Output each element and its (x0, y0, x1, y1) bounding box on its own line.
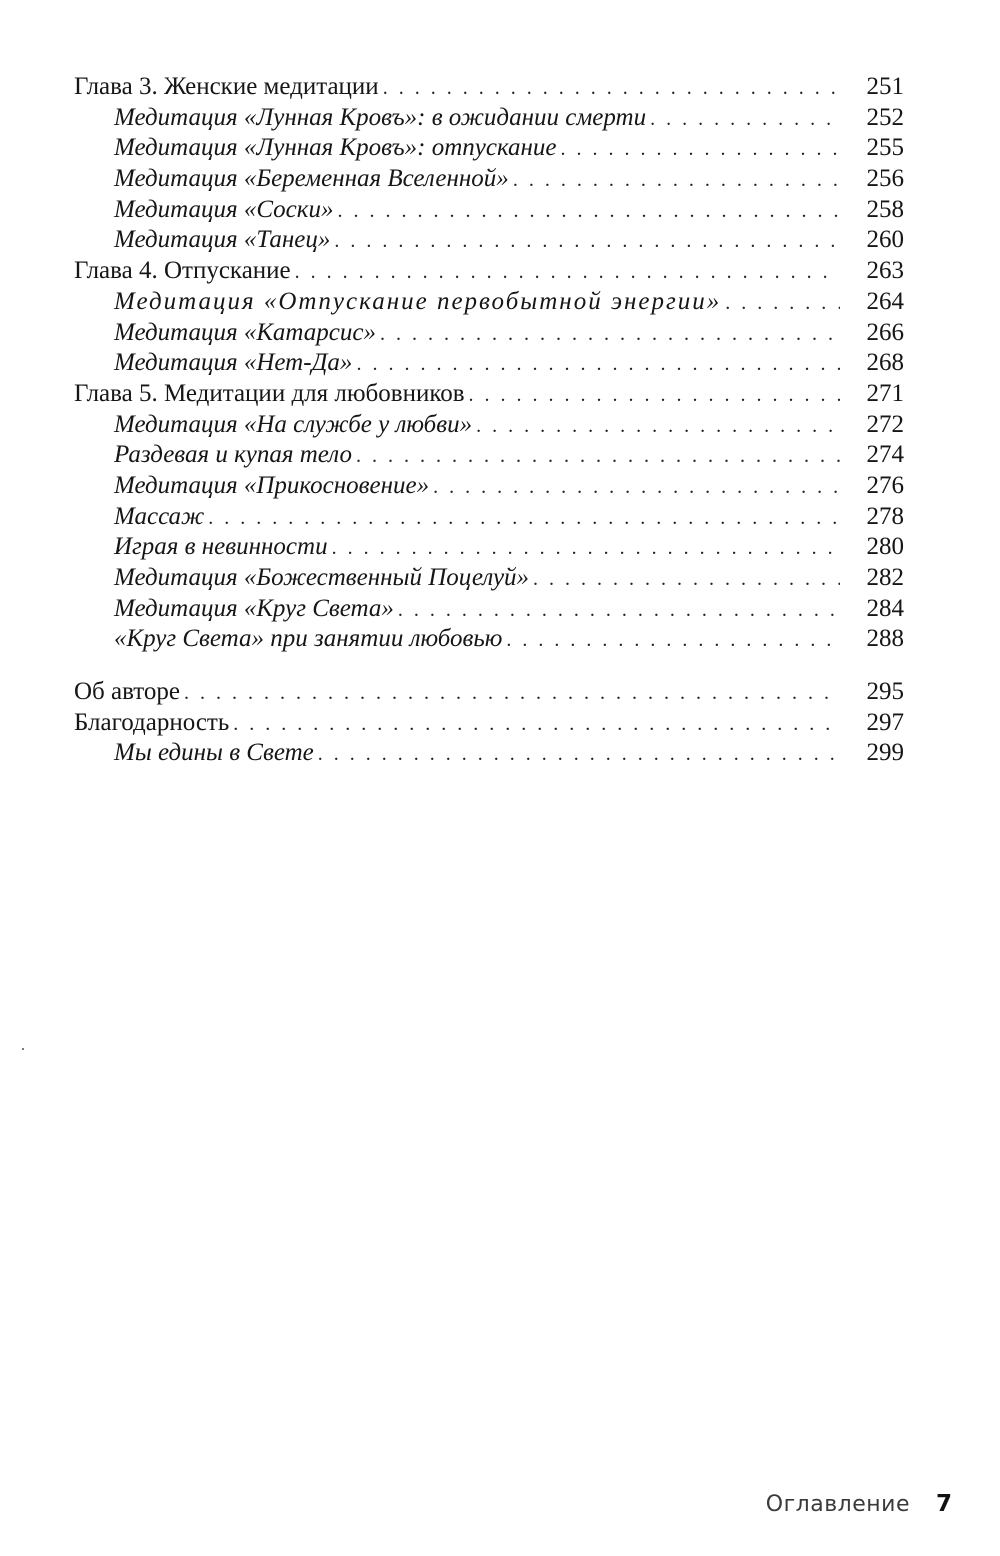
toc-entry-page: 299 (866, 739, 904, 767)
dot-leader (356, 441, 840, 471)
dot-leader (380, 319, 840, 349)
toc-entry-title: Массаж (114, 502, 205, 530)
page-number: 7 (935, 1491, 952, 1517)
toc-entry-title: Раздевая и купая тело (114, 441, 352, 469)
dot-leader (233, 709, 840, 739)
toc-entry (74, 287, 904, 318)
toc-entry (74, 195, 904, 226)
toc-entry-page: 297 (866, 708, 904, 736)
toc-entry-title: Медитация «Беременная Вселенной» (114, 165, 509, 193)
dot-leader (332, 533, 840, 563)
toc-entry-title: Благодарность (74, 708, 230, 736)
toc-entry-page: 251 (866, 73, 904, 100)
toc-entry-page: 255 (866, 134, 904, 162)
toc-entry-page: 260 (866, 226, 904, 254)
dot-leader (506, 625, 840, 655)
dot-leader (356, 349, 840, 379)
toc-entry-title: Медитация «Божественный Поцелуй» (114, 564, 530, 591)
toc-entry-title: Медитация «На службе у любви» (114, 410, 473, 438)
toc-entry-title: Медитация «Лунная Кровъ»: в ожидании смерти (114, 103, 647, 131)
toc-entry-page: 280 (866, 533, 904, 561)
toc-entry-page: 278 (866, 502, 904, 530)
dot-leader (318, 739, 840, 769)
toc-entry-title: Медитация «Соски» (114, 195, 334, 223)
toc-entry-page: 282 (866, 564, 904, 591)
page-footer (766, 1491, 952, 1517)
toc-entry-page: 264 (866, 287, 904, 315)
toc-entry (74, 677, 904, 708)
toc-entry (74, 708, 904, 739)
toc-entry (74, 164, 904, 195)
toc-entry (74, 133, 904, 164)
dot-leader (476, 411, 840, 441)
toc-entry-page: 263 (866, 257, 904, 285)
dot-leader (433, 472, 840, 502)
dot-leader (295, 257, 840, 287)
toc-entry-title: Глава 4. Отпускание (74, 257, 291, 285)
toc-entry-page: 271 (866, 379, 904, 407)
toc-entry (74, 471, 904, 502)
toc-entry-title: Мы едины в Свете (114, 739, 314, 767)
toc-entry (74, 348, 904, 379)
dot-leader (561, 134, 840, 164)
toc-entry-page: 284 (866, 594, 904, 622)
toc-entry (74, 72, 904, 103)
toc-entry (74, 225, 904, 256)
toc-entry (74, 410, 904, 441)
toc-entry (74, 502, 904, 533)
dot-leader (334, 226, 840, 256)
dot-leader (650, 104, 840, 134)
toc-entry-title: Играя в невинности (114, 533, 328, 561)
toc-entry (74, 738, 904, 769)
toc-entry (74, 256, 904, 287)
dot-leader (533, 564, 840, 594)
dot-leader (208, 503, 840, 533)
table-of-contents (74, 72, 904, 769)
toc-entry-title: Об авторе (74, 678, 180, 706)
toc-entry-page: 274 (866, 441, 904, 469)
toc-entry-page: 288 (866, 625, 904, 653)
toc-entry-page: 272 (866, 410, 904, 438)
toc-entry-page: 252 (866, 103, 904, 131)
toc-entry-title: Глава 3. Женские медитации (74, 73, 379, 100)
toc-entry-page: 258 (866, 195, 904, 223)
toc-entry (74, 563, 904, 594)
dot-leader (184, 678, 840, 708)
toc-entry-title: Медитация «Нет-Да» (114, 349, 353, 377)
toc-entry-page: 295 (866, 678, 904, 706)
toc-entry-title: Медитация «Танец» (114, 226, 331, 254)
toc-entry-title: Медитация «Круг Света» (114, 594, 394, 622)
toc-entry-title: Медитация «Лунная Кровъ»: отпускание (114, 134, 557, 162)
toc-entry (74, 379, 904, 410)
dot-leader (337, 196, 840, 226)
toc-entry (74, 318, 904, 349)
toc-entry-title: Медитация «Прикосновение» (114, 471, 430, 499)
toc-entry-page: 266 (866, 318, 904, 346)
dot-leader (513, 165, 840, 195)
running-footer-section: Оглавление (765, 1492, 910, 1517)
toc-entry-title: Медитация «Отпускание первобытной энергии» (114, 287, 722, 315)
dot-leader (469, 380, 840, 410)
toc-entry (74, 532, 904, 563)
toc-entry (74, 624, 904, 655)
dot-leader (383, 73, 840, 103)
print-speck (22, 1048, 24, 1050)
dot-leader (398, 595, 840, 625)
toc-entry (74, 594, 904, 625)
toc-entry (74, 440, 904, 471)
toc-entry-title: «Круг Света» при занятии любовью (114, 625, 503, 653)
toc-entry-page: 256 (866, 165, 904, 193)
toc-entry-page: 268 (866, 349, 904, 377)
toc-entry (74, 103, 904, 134)
toc-entry-title: Медитация «Катарсис» (114, 318, 376, 346)
dot-leader (725, 288, 840, 318)
toc-entry-page: 276 (866, 471, 904, 499)
toc-entry-title: Глава 5. Медитации для любовников (74, 379, 465, 407)
